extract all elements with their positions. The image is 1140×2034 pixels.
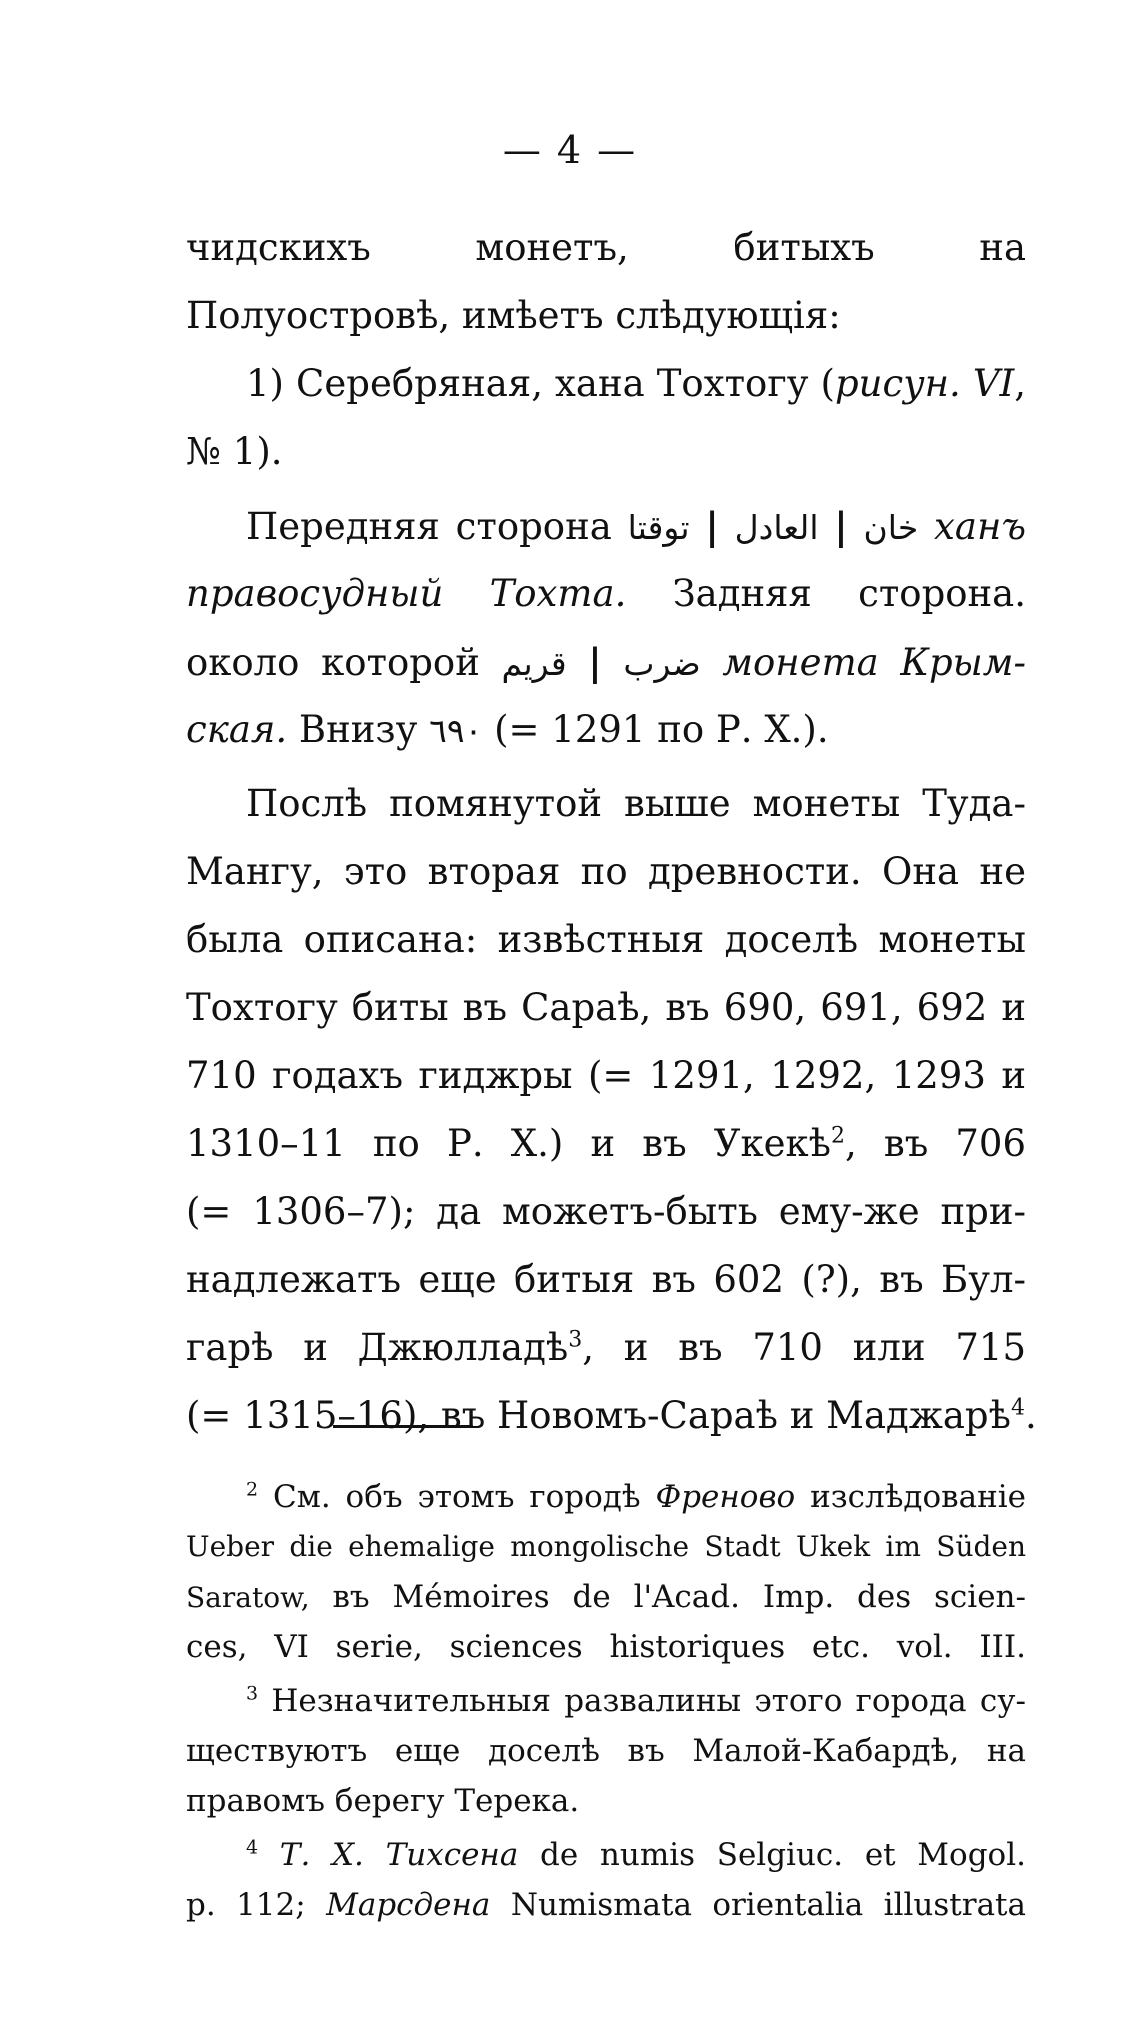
text-line: 710 годахъ гиджры (= 1291, 1292, 1293 и (186, 1054, 1026, 1097)
coin-entry-line (186, 350, 1026, 418)
figure-reference: рисун. VI (834, 362, 1015, 405)
text-run: 1) Серебряная, хана Тохтогу ( (246, 362, 835, 405)
author-name: Френово (655, 1479, 796, 1515)
reverse-line (186, 628, 1026, 696)
footnote-line (186, 1676, 1026, 1726)
text-run: Внизу (298, 708, 418, 751)
footnote-marker: 2 (830, 1123, 845, 1149)
author-name: Т. Х. Тихсена (279, 1837, 519, 1873)
text-run: (= 1291 по Р. Х.). (494, 708, 829, 751)
text-run: Numismata orientalia illustrata (510, 1887, 1026, 1923)
main-text (186, 214, 1037, 1450)
text-line (186, 1314, 1026, 1382)
separator: | (705, 504, 719, 548)
arabic-inscription: خان (863, 508, 919, 547)
footnote-number: 3 (246, 1682, 259, 1705)
text-line: чидскихъ монетъ, битыхъ на (186, 226, 1026, 269)
arabic-inscription: قريم (501, 644, 567, 683)
text-run: (= 1315–16), въ Новомъ-Сараѣ и Маджарѣ (186, 1394, 1011, 1437)
arabic-inscription: العادل (734, 508, 819, 547)
footnote-line: ществуютъ еще доселѣ въ Малой-Кабардѣ, на (186, 1733, 1026, 1769)
footnote-line (186, 1880, 1026, 1930)
text-run: въ Mémoires de l'Acad. Imp. des scien- (332, 1579, 1026, 1615)
text-line: Полуостровѣ, имѣетъ слѣдующія: (186, 294, 841, 337)
separator: | (588, 640, 602, 684)
footnote-line: ces, VI serie, sciences historiques etc. vol. III. (186, 1629, 1026, 1665)
page-number: — 4 — (502, 128, 638, 172)
text-run: 1310–11 по Р. Х.) и въ Укекѣ (186, 1122, 831, 1165)
text-line: Тохтогу биты въ Сараѣ, въ 690, 691, 692 и (186, 986, 1026, 1029)
separator: | (834, 504, 848, 548)
translation: ханъ (934, 505, 1026, 548)
translation: ская. (186, 708, 288, 751)
text-run: , въ 706 (844, 1122, 1026, 1165)
footnote-line (186, 1830, 1026, 1880)
footnote-rule (333, 1425, 473, 1428)
footnote-line (186, 1572, 1026, 1622)
date-line (186, 696, 1026, 764)
footnote-number: 4 (246, 1836, 259, 1859)
text-run: de numis Selgiuc. et Mogol. (540, 1837, 1026, 1873)
text-run: Незначительныя развалины этого города су- (271, 1683, 1026, 1719)
text-line: (= 1306–7); да можетъ-быть ему-же при- (186, 1190, 1026, 1233)
text-run: около которой (186, 641, 480, 684)
text-run: , (1014, 362, 1026, 405)
text-line (186, 1382, 1037, 1450)
text-line (186, 560, 1026, 628)
text-line (186, 1110, 1026, 1178)
translation: правосудный Тохта. (186, 572, 627, 615)
text-line: № 1). (186, 430, 283, 473)
text-run: гарѣ и Джюлладѣ (186, 1326, 569, 1369)
text-run: . (1024, 1394, 1037, 1437)
text-run: p. 112; (186, 1887, 306, 1923)
obverse-line (186, 492, 1026, 560)
footnote-line (186, 1472, 1026, 1522)
text-run: изслѣдованіе (810, 1479, 1026, 1515)
translation: монета Крым- (722, 641, 1026, 684)
footnote-line: правомъ берегу Терека. (186, 1783, 580, 1819)
arabic-inscription: توقتا (627, 508, 690, 547)
footnote-marker: 3 (568, 1327, 583, 1353)
arabic-inscription: ضرب (623, 644, 701, 683)
text-line: надлежатъ еще битыя въ 602 (?), въ Бул- (186, 1258, 1026, 1301)
text-run: Передняя сторона (246, 505, 612, 548)
text-line: была описана: извѣстныя доселѣ монеты (186, 918, 1026, 961)
footnote-marker: 4 (1010, 1395, 1025, 1421)
text-line: Послѣ помянутой выше монеты Туда- (246, 782, 1026, 825)
footnote-line: Ueber die ehemalige mongolische Stadt Ukek im Süden (186, 1530, 1026, 1563)
text-run: См. объ этомъ городѣ (272, 1479, 641, 1515)
text-run: Задняя сторона. (672, 572, 1026, 615)
author-name: Марсдена (326, 1887, 491, 1923)
text-run: Saratow, (186, 1581, 310, 1614)
footnote-number: 2 (246, 1478, 259, 1501)
footnotes (186, 1472, 1026, 1930)
text-line: Мангу, это вторая по древности. Она не (186, 850, 1026, 893)
text-run: , и въ 710 или 715 (582, 1326, 1026, 1369)
arabic-date: ٦٩٠ (429, 711, 483, 750)
